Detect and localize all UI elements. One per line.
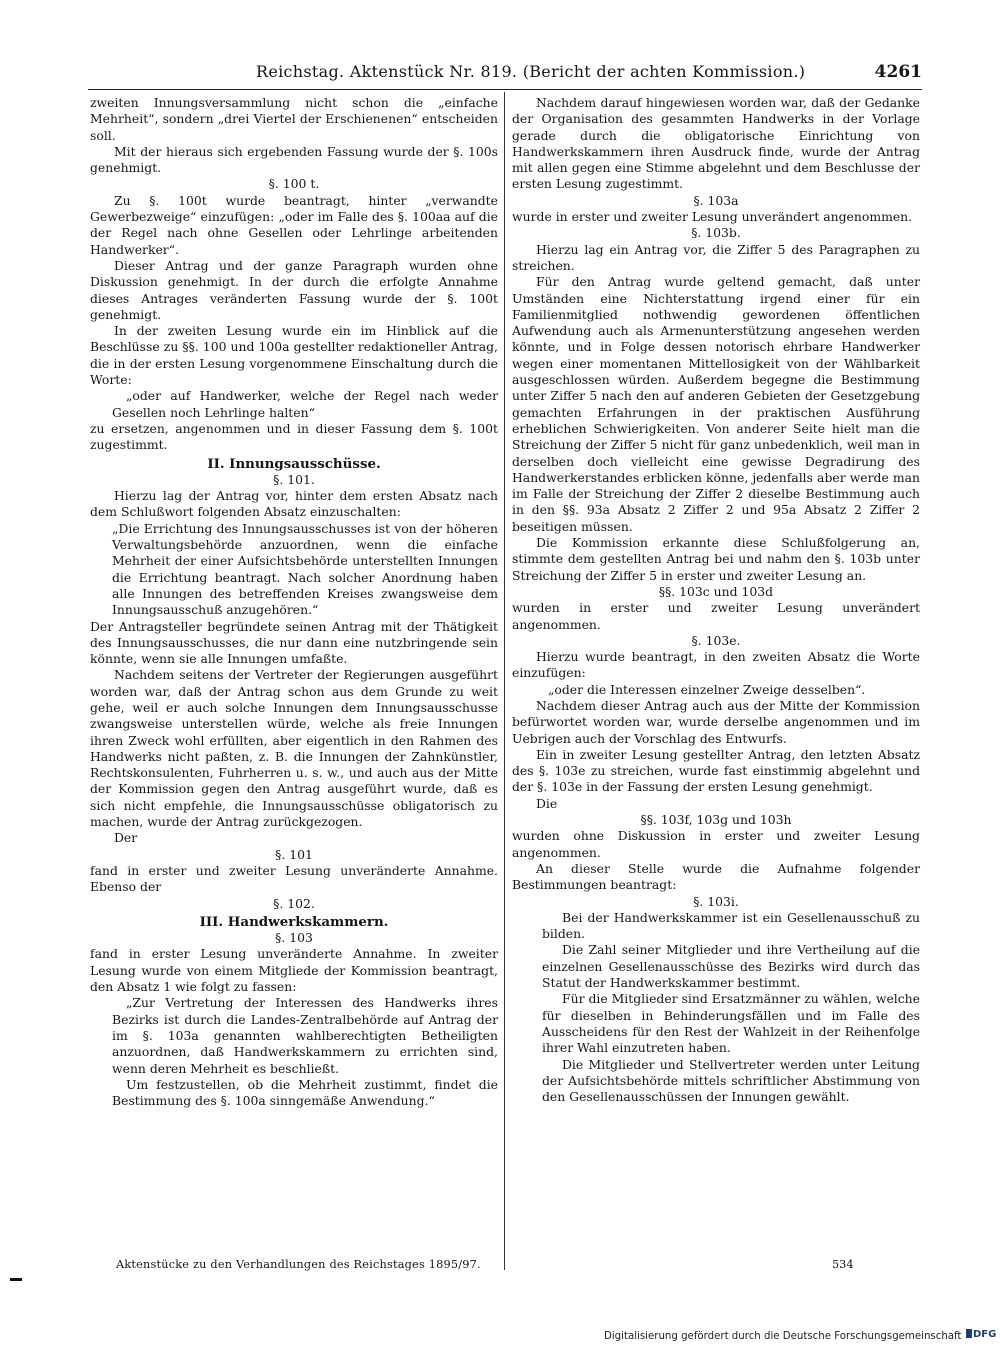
paragraph: „oder auf Handwerker, welche der Regel nach weder Gesellen noch Lehrlinge halten“ xyxy=(112,388,498,420)
paragraph: Nachdem seitens der Vertreter der Regierungen ausgeführt worden war, daß der Antrag schon aus dem Grunde zu weit gehe, weil er auch solche Innungen dem Innungsausschusse zwangsweise unterstellen würde, welche als freie Innungen ihren Zweck wohl erfüllten, aber eigentlich in den Rahmen des Handwerks nicht paßten, z. B. die Innungen der Zahnkünstler, Rechtskonsulenten, Fuhrherren u. s. w., und auch aus der Mitte der Kommission gegen den Antrag ausgeführt wurde, daß es sich nicht empfehle, die Innungsausschüsse obligatorisch zu machen, wurde der Antrag zurückgezogen. xyxy=(90,667,498,830)
paragraph: fand in erster und zweiter Lesung unveränderte Annahme. Ebenso der xyxy=(90,862,498,895)
dfg-logo-text: DFG xyxy=(973,1329,997,1340)
paragraph: Nachdem darauf hingewiesen worden war, daß der Gedanke der Organisation des gesammten Handwerks in der Vorlage gerade durch die obligatorische Einrichtung von Handwerkskammern ihren Ausdruck finde, wurde der Antrag mit allen gegen eine Stimme abgelehnt und dem Beschlusse der ersten Lesung zugestimmt. xyxy=(512,95,920,192)
paragraph: zweiten Innungsversammlung nicht schon die „einfache Mehrheit“, sondern „drei Viertel der Erschienenen“ entscheiden soll. xyxy=(90,95,498,143)
paragraph-number: §. 103b. xyxy=(691,225,741,241)
paragraph: Der xyxy=(114,830,138,846)
paragraph: „oder die Interessen einzelner Zweige desselben“. xyxy=(548,681,866,697)
page-number: 4261 xyxy=(874,62,922,82)
paragraph: An dieser Stelle wurde die Aufnahme folgender Bestimmungen beantragt: xyxy=(512,860,920,893)
paragraph: Für die Mitglieder sind Ersatzmänner zu wählen, welche für dieselben in Behinderungsfällen und im Falle des Ausscheidens für den Rest der Wahlzeit in der Reihenfolge ihrer Wahl einzutreten haben. xyxy=(542,991,920,1056)
paragraph-number: §§. 103c und 103d xyxy=(658,583,774,599)
left-column xyxy=(90,95,498,1109)
paragraph: Mit der hieraus sich ergebenden Fassung wurde der §. 100s genehmigt. xyxy=(90,143,498,176)
paragraph: zu ersetzen, angenommen und in dieser Fassung dem §. 100t zugestimmt. xyxy=(90,420,498,453)
paragraph: wurden ohne Diskussion in erster und zweiter Lesung angenommen. xyxy=(512,828,920,860)
paragraph: Bei der Handwerkskammer ist ein Gesellenausschuß zu bilden. xyxy=(542,909,920,942)
paragraph: Für den Antrag wurde geltend gemacht, daß unter Umständen eine Nichterstattung irgend einer für ein Familienmitglied nothwendig gewordenen öffentlichen Aufwendung auch als Armenunterstützung angesehen werden könnte, und in Folge dessen notorisch ehrbare Handwerker wegen einer momentanen Mittellosigkeit von der Wählbarkeit ausgeschlossen würden. Außerdem begegne die Bestimmung unter Ziffer 5 nach den auf anderen Gebieten der Gesetzgebung gemachten Erfahrungen in der praktischen Ausführung erheblichen Schwierigkeiten. Von anderer Seite hielt man die Streichung der Ziffer 5 nicht für ganz unbedenklich, weil man in derselben doch vielleicht eine gewisse Degradirung des Handwerkerstandes erblicken könne, jedenfalls aber werde man im Falle der Streichung der Ziffer 2 dieselbe Bestimmung auch in den §§. 93a Absatz 2 Ziffer 2 und 95a Absatz 2 Ziffer 2 beseitigen müssen. xyxy=(512,274,920,534)
paragraph-number: §. 101. xyxy=(273,471,315,487)
paragraph: Nachdem dieser Antrag auch aus der Mitte der Kommission befürwortet worden war, wurde derselbe angenommen und im Uebrigen auch der Vorschlag des Entwurfs. xyxy=(512,697,920,746)
paragraph: wurde in erster und zweiter Lesung unverändert angenommen. xyxy=(512,209,913,225)
section-heading: III. Handwerkskammern. xyxy=(199,913,389,930)
paragraph: Hierzu lag ein Antrag vor, die Ziffer 5 des Paragraphen zu streichen. xyxy=(512,241,920,273)
paragraph: Hierzu wurde beantragt, in den zweiten Absatz die Worte einzufügen: xyxy=(512,649,920,681)
paragraph: Die Mitglieder und Stellvertreter werden unter Leitung der Aufsichtsbehörde mittels schriftlicher Abstimmung von den Gesellenausschüssen der Innungen gewählt. xyxy=(542,1056,920,1105)
paragraph-number: §. 103e. xyxy=(691,632,741,648)
paragraph: Ein in zweiter Lesung gestellter Antrag, den letzten Absatz des §. 103e zu streichen, wurde fast einstimmig abgelehnt und der §. 103e in der Fassung der ersten Lesung genehmigt. xyxy=(512,746,920,795)
header-rule xyxy=(88,89,922,90)
page-header xyxy=(88,62,922,86)
paragraph-number: §. 102. xyxy=(273,895,315,911)
paragraph-number: §. 101 xyxy=(275,846,313,862)
paragraph: Zu §. 100t wurde beantragt, hinter „verwandte Gewerbezweige“ einzufügen: „oder im Falle des §. 100aa auf die der Regel nach ohne Gesellen oder Lehrlinge arbeitenden Handwerker“. xyxy=(90,192,498,257)
paragraph: wurden in erster und zweiter Lesung unverändert angenommen. xyxy=(512,600,920,632)
dfg-logo xyxy=(966,1329,996,1340)
footer-source: Aktenstücke zu den Verhandlungen des Reichstages 1895/97. xyxy=(116,1258,481,1271)
paragraph: fand in erster Lesung unveränderte Annahme. In zweiter Lesung wurde von einem Mitgliede der Kommission beantragt, den Absatz 1 wie folgt zu fassen: xyxy=(90,946,498,995)
paragraph-number: §§. 103f, 103g und 103h xyxy=(640,812,792,828)
paragraph-number: §. 103 xyxy=(275,930,313,946)
paragraph-number: §. 103a xyxy=(693,192,739,208)
paragraph: Um festzustellen, ob die Mehrheit zustimmt, findet die Bestimmung des §. 100a sinngemäße Anwendung.“ xyxy=(112,1076,498,1109)
paragraph: Hierzu lag der Antrag vor, hinter dem ersten Absatz nach dem Schlußwort folgenden Absatz einzuschalten: xyxy=(90,488,498,520)
margin-mark xyxy=(10,1278,22,1281)
running-title: Reichstag. Aktenstück Nr. 819. (Bericht der achten Kommission.) xyxy=(256,62,806,81)
paragraph: In der zweiten Lesung wurde ein im Hinblick auf die Beschlüsse zu §§. 100 und 100a gestellter redaktioneller Antrag, die in der ersten Lesung vorgenommene Einschaltung durch die Worte: xyxy=(90,323,498,388)
column-separator xyxy=(504,92,505,1270)
paragraph: „Zur Vertretung der Interessen des Handwerks ihres Bezirks ist durch die Landes-Zentralbehörde auf Antrag der im §. 103a genannten wahlberechtigten Betheiligten anzuordnen, daß Handwerkskammern zu errichten sind, wenn deren Mehrheit es beschließt. xyxy=(112,995,498,1076)
paragraph: Die Zahl seiner Mitglieder und ihre Vertheilung auf die einzelnen Gesellenausschüsse des Bezirks wird durch das Statut der Handwerkskammer bestimmt. xyxy=(542,942,920,991)
sheet-number: 534 xyxy=(832,1258,854,1271)
paragraph: Dieser Antrag und der ganze Paragraph wurden ohne Diskussion genehmigt. In der durch die erfolgte Annahme dieses Antrages veränderten Fassung wurde der §. 100t genehmigt. xyxy=(90,257,498,322)
paragraph: „Die Errichtung des Innungsausschusses ist von der höheren Verwaltungsbehörde anzuordnen, wenn die einfache Mehrheit der einer Aufsichtsbehörde unterstellten Innungen die Errichtung beantragt. Nach solcher Anordnung haben alle Innungen des betreffenden Kreises zwangsweise dem Innungsausschuß anzugehören.“ xyxy=(112,520,498,618)
section-heading: II. Innungsausschüsse. xyxy=(207,455,381,472)
paragraph: Die xyxy=(536,795,558,811)
paragraph-number: §. 103i. xyxy=(693,893,739,909)
paragraph: Die Kommission erkannte diese Schlußfolgerung an, stimmte dem gestellten Antrag bei und nahm den §. 103b unter Streichung der Ziffer 5 in erster und zweiter Lesung an. xyxy=(512,535,920,583)
digitization-credit: Digitalisierung gefördert durch die Deutsche Forschungsgemeinschaft xyxy=(604,1331,962,1342)
right-column xyxy=(512,95,920,1105)
paragraph: Der Antragsteller begründete seinen Antrag mit der Thätigkeit des Innungsausschusses, die nur dann eine nutzbringende sein könnte, wenn sie alle Innungen umfaßte. xyxy=(90,618,498,667)
paragraph-number: §. 100 t. xyxy=(268,176,320,192)
dfg-logo-block-icon xyxy=(966,1329,972,1338)
